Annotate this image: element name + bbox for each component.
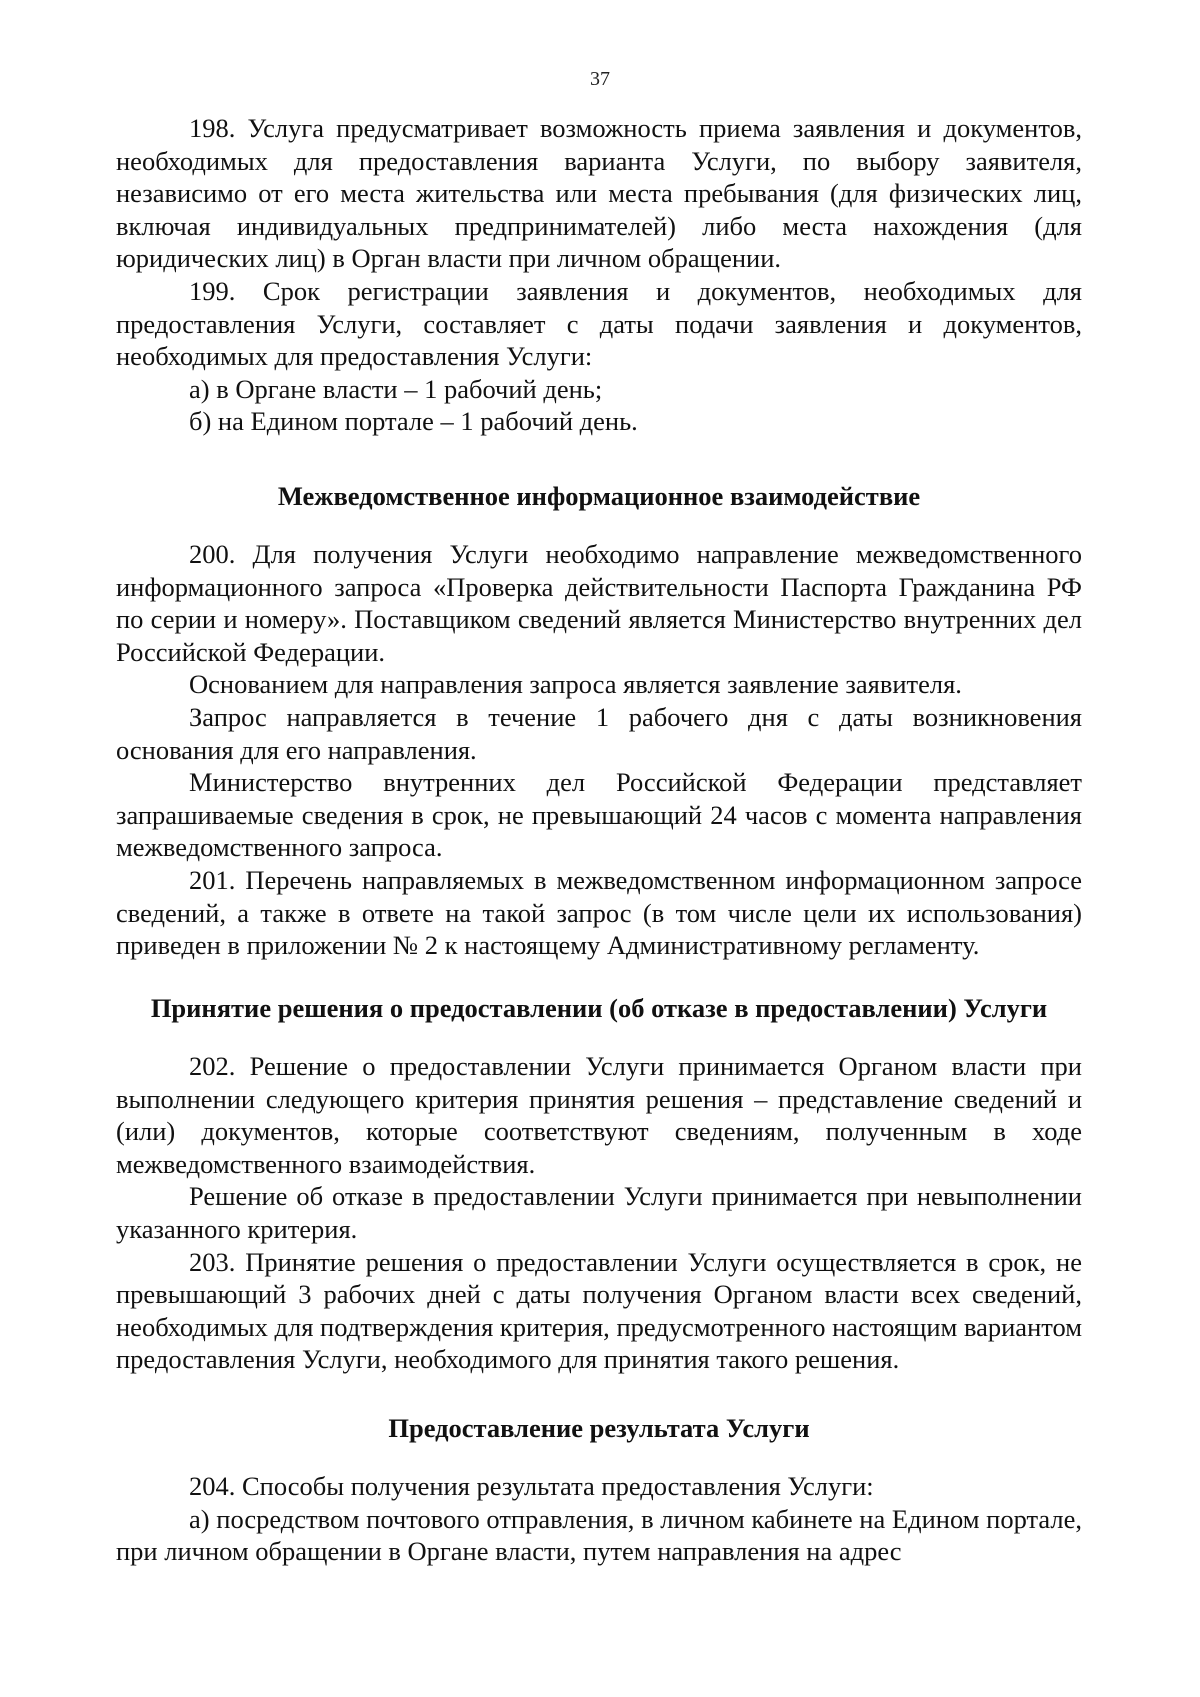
paragraph-200-ministry: Министерство внутренних дел Российской Федерации представляет запрашиваемые сведения в срок, не превышающий 24 часов с момента направления межведомственного запроса. (116, 767, 1082, 863)
section-result (116, 1470, 1082, 1568)
paragraph-202: 202. Решение о предоставлении Услуги принимается Органом власти при выполнении следующего критерия принятия решения – представление сведений и (или) документов, которые соответствуют сведениям, полученным в ходе межведомственного взаимодействия. (116, 1051, 1082, 1179)
paragraph-201: 201. Перечень направляемых в межведомственном информационном запросе сведений, а также в ответе на такой запрос (в том числе цели их использования) приведен в приложении № 2 к настоящему Административному регламенту. (116, 864, 1082, 961)
paragraph-200-request: Запрос направляется в течение 1 рабочего дня с даты возникновения основания для его направления. (116, 701, 1082, 765)
section-registration (116, 112, 1082, 438)
heading-interagency: Межведомственное информационное взаимодействие (277, 481, 921, 511)
paragraph-204-a: а) посредством почтового отправления, в личном кабинете на Едином портале, при личном обращении в Органе власти, путем направления на адрес (116, 1503, 1082, 1567)
paragraph-200-basis: Основанием для направления запроса является заявление заявителя. (189, 669, 962, 700)
paragraph-199-b: б) на Едином портале – 1 рабочий день. (189, 406, 638, 437)
page-number: 37 (590, 68, 610, 90)
paragraph-203: 203. Принятие решения о предоставлении Услуги осуществляется в срок, не превышающий 3 рабочих дней с даты получения Органом власти всех сведений, необходимых для подтверждения критерия, предусмотренного настоящим вариантом предоставления Услуги, необходимого для принятия такого решения. (116, 1246, 1082, 1375)
heading-decision: Принятие решения о предоставлении (об отказе в предоставлении) Услуги (150, 993, 1048, 1023)
paragraph-200: 200. Для получения Услуги необходимо направление межведомственного информационного запроса «Проверка действительности Паспорта Гражданина РФ по серии и номеру». Поставщиком сведений является Министерство внутренних дел Российской Федерации. (116, 539, 1082, 667)
section-decision (116, 1050, 1082, 1376)
paragraph-202-refusal: Решение об отказе в предоставлении Услуги принимается при невыполнении указанного критерия. (116, 1181, 1082, 1244)
section-interagency (116, 538, 1082, 962)
paragraph-204: 204. Способы получения результата предоставления Услуги: (189, 1471, 874, 1501)
paragraph-199-a: а) в Органе власти – 1 рабочий день; (189, 373, 603, 404)
paragraph-198: 198. Услуга предусматривает возможность приема заявления и документов, необходимых для предоставления варианта Услуги, по выбору заявителя, независимо от его места жительства или места пребывания (для физических лиц, включая индивидуальных предпринимателей) либо места нахождения (для юридических лиц) в Орган власти при личном обращении. (116, 113, 1082, 274)
heading-result: Предоставление результата Услуги (388, 1413, 810, 1443)
paragraph-199: 199. Срок регистрации заявления и документов, необходимых для предоставления Услуги, составляет с даты подачи заявления и документов, необходимых для предоставления Услуги: (116, 275, 1082, 372)
